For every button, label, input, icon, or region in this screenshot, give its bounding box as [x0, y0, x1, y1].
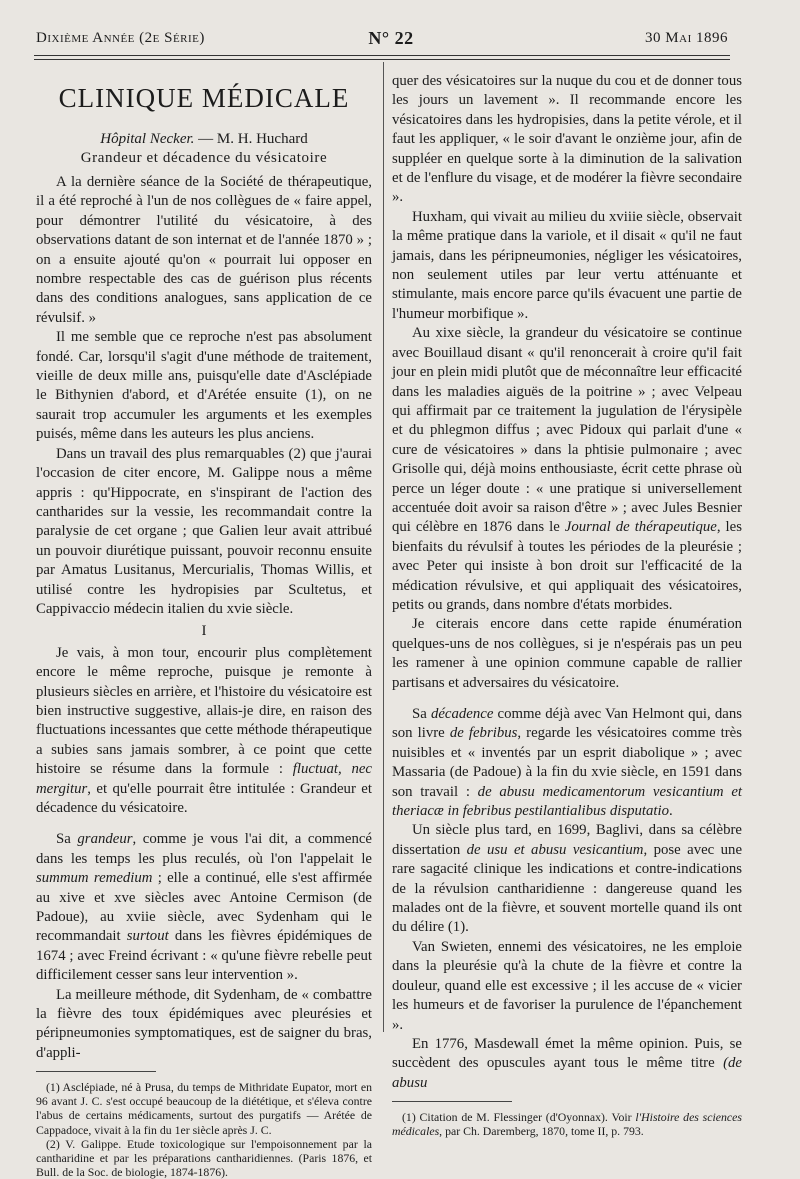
article-title: Grandeur et décadence du vésicatoire: [80, 150, 328, 166]
footnote: (1) Citation de M. Flessinger (d'Oyonnax). Voir l'Histoire des sciences médicales, par Ch. Daremberg, 1870, tome II, p. 793.: [392, 1110, 742, 1139]
header-date: 30 Mai 1896: [645, 30, 728, 46]
header-edition: Dixième Année (2e Série): [36, 30, 205, 46]
paragraph: Sa grandeur, comme je vous l'ai dit, a commencé dans les temps les plus reculés, où l'on l'appelait le summum remedium ; elle a continué, elle s'est affirmée au xive et xve siècles avec Antoine Cermison (de Padoue), au xviie siècle, avec Sydenham qui le recommandait surtout dans les fièvres épidémiques de 1674 ; avec Freind écrivant : « qu'une fièvre rebelle peut difficilement cesser sans leur intervention ».: [36, 831, 373, 984]
footnotes: [392, 1110, 742, 1138]
paragraph: La meilleure méthode, dit Sydenham, de « combattre la fièvre des toux épidémiques avec pleurésies et péripneumonies symptomatiques, est de saigner du bras, d'appli-: [36, 986, 372, 1061]
footnotes: [36, 1080, 372, 1179]
paragraph: En 1776, Masdewall émet la même opinion. Puis, se succèdent des opuscules ayant tous le même titre (de abusu: [392, 1035, 742, 1091]
paragraph: Un siècle plus tard, en 1699, Baglivi, dans sa célèbre dissertation de usu et abusu vesicantium, pose avec une rare sagacité clinique les indications et contre-indications de la révulsion cantharidienne : dangereuse quand les malades ont de la fièvre, et souvent mortelle quand ils ont du délire (1).: [392, 822, 743, 936]
paragraph: Il me semble que ce reproche n'est pas absolument fondé. Car, lorsqu'il s'agit d'une méthode de traitement, vieille de deux mille ans, puisqu'elle date d'Asclépiade le Bithynien d'abord, et d'Arétée ensuite (1), on ne saurait trop accumuler les arguments et les exemples puisés, même dans les auteurs les plus anciens.: [36, 329, 372, 443]
header-issue-number: N° 22: [368, 28, 414, 48]
paragraph: Je vais, à mon tour, encourir plus complètement encore le même reproche, puisque je remonte à plusieurs siècles en arrière, et l'histoire du vésicatoire est bien instructive suggestive, allais-je dire, en raison des fluctuations incessantes que cette méthode thérapeutique a subies sans jamais sombrer, à ce point que cette histoire se résume dans la formule : fluctuat, nec mergitur, et qu'elle pourrait être intitulée : Grandeur et décadence du vésicatoire.: [36, 644, 373, 816]
paragraph: Sa décadence comme déjà avec Van Helmont qui, dans son livre de febribus, regarde les vésicatoires comme très nuisibles et « inventés par un esprit diabolique » ; avec Massaria (de Padoue) à la fin du xvie siècle, en 1591 dans son travail : de abusu medicamentorum vesicantium et theriacæ in febribus pestilantialibus disputatio.: [392, 706, 743, 820]
footnote: (1) Asclépiade, né à Prusa, du temps de Mithridate Eupator, mort en 96 avant J. C. s'est occupé beaucoup de la diététique, et s'éleva contre l'abus de certains médicaments, surtout des purgatifs — Arétée de Cappadoce, vivait à la fin du 1er siècle après J. C.: [36, 1080, 372, 1137]
column-separator: [383, 62, 384, 1032]
footnote-rule: [36, 1071, 156, 1072]
right-column: [392, 72, 742, 1138]
footnote: (2) V. Galippe. Etude toxicologique sur l'empoisonnement par la cantharidine et par les préparations cantharidiennes. (Paris 1876, et Bull. de la Soc. de biologie, 1874-1876).: [36, 1136, 372, 1179]
paragraph: Au xixe siècle, la grandeur du vésicatoire se continue avec Bouillaud disant « qu'il renoncerait à croire qu'il fait jour en plein midi plutôt que de méconnaître leur efficacité dans les maladies aiguës de la poitrine » ; avec Velpeau qui affirmait par ce traitement la jugulation de l'érysipèle et du phlegmon diffus ; avec Pidoux qui parlait d'une « cure de vésicatoires » dans la phtisie pulmonaire ; avec Grisolle qui, déjà moins enthousiaste, écrit cette phrase où perce un léger doute : « une pratique si universellement accentuée doit avoir sa raison d'être » ; avec Jules Besnier qui célèbre en 1876 dans le Journal de thérapeutique, les bienfaits du révulsif à toutes les périodes de la pleurésie ; avec Peter qui insiste à bon droit sur l'efficacité de la médication révulsive, et qui appliquait des vésicatoires, petits ou grands, dans nombre d'états morbides.: [392, 325, 742, 613]
paragraph: quer des vésicatoires sur la nuque du cou et de donner tous les jours un lavement ». Il recommande encore les vésicatoires dans les hydropisies, dans la petite vérole, et il faut les appliquer, « le soir d'avant le onzième jour, afin de suppléer en quelque sorte à la diminution de la salivation et de l'enflure du visage, et de modérer la fièvre secondaire ».: [392, 73, 742, 206]
paragraph: Van Swieten, ennemi des vésicatoires, ne les emploie dans la pleurésie qu'à la chute de la fièvre et contre la douleur, quand elle est excessive ; il les accuse de « vicier les humeurs et de favoriser la purulence de l'épanchement ».: [392, 938, 742, 1033]
paragraph: Je citerais encore dans cette rapide énumération quelques-uns de nos collègues, si je n'espérais pas un peu les ramener à une opinion commune capable de rallier partisans et adversaires du vésicatoire.: [392, 616, 742, 691]
page-header: [36, 28, 728, 52]
header-rule-thin: [34, 59, 730, 60]
header-rule: [34, 55, 730, 56]
hospital-name: Hôpital Necker.: [100, 131, 195, 147]
left-column: [36, 66, 372, 1179]
article-byline: [36, 130, 372, 149]
footnote-rule: [392, 1101, 512, 1102]
paragraph: Huxham, qui vivait au milieu du xviiie siècle, observait la même pratique dans la variole, et il disait « qu'il ne faut jamais, dans les péripneumonies, négliger les vésicatoires, non seulement utiles par leur vertu atténuante et stimulante, mais encore parce qu'ils évacuent une partie de l'humeur morbifique ».: [392, 208, 742, 322]
paragraph: A la dernière séance de la Société de thérapeutique, il a été reproché à l'un de nos collègues de « faire appel, pour démontrer l'utilité du vésicatoire, à des observations datant de son internat et de l'année 1870 » ; on a ensuite ajouté qu'on « pourrait lui opposer en nombre respectable des cas de guérison plus récents dans des conditions analogues, sans application de ce révulsif. »: [36, 174, 372, 326]
paragraph: Dans un travail des plus remarquables (2) que j'aurai l'occasion de citer encore, M. Galippe nous a même appris : qu'Hippocrate, en s'inspirant de l'action des cantharides sur la vessie, les recommandait contre la paralysie de cet organe ; que Galien leur avait attribué un pouvoir diurétique puissant, pouvoir reconnu ensuite par Amatus Lusitanus, Mercurialis, Thomas Willis, et utilisé contre les hydropisies par Scultetus, et Cappivaccio médecin italien du xvie siècle.: [36, 445, 372, 617]
author-name: — M. H. Huchard: [194, 131, 308, 147]
section-title: CLINIQUE MÉDICALE: [58, 83, 350, 113]
section-number: I: [201, 623, 207, 640]
